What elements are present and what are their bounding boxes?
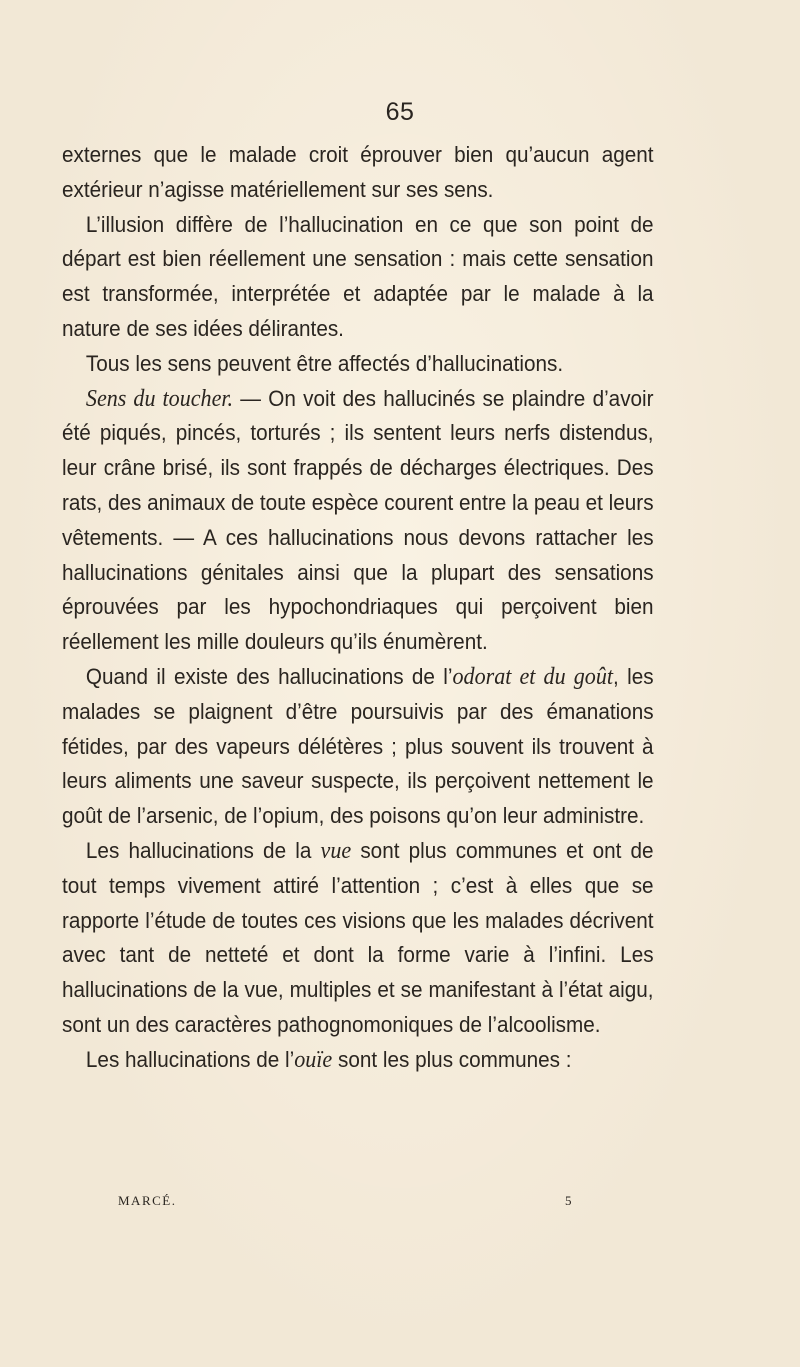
paragraph [62,1043,654,1078]
paragraph [62,834,654,1043]
printer-signature: MARCÉ. [118,1193,177,1208]
paragraph [62,660,654,834]
signature-mark: 5 [565,1193,573,1208]
text-run: Quand il existe des hallucinations de l’ [85,663,453,689]
italic-term: Sens du toucher. [85,385,234,412]
paragraph [62,138,654,208]
text-run: sont les plus communes : [332,1046,572,1072]
text-run: Tous les sens peuvent être affectés d’hallucinations. [85,350,564,376]
paragraph [62,382,654,660]
paragraph [62,208,654,347]
text-run: Les hallucinations de la [85,837,321,863]
text-run: , les malades se plaignent d’être poursuivis par des émanations fétides, par des vapeurs délétères ; plus souvent ils trouvent à leurs aliments une saveur suspecte, ils perçoivent nettement le goût de l’arsenic, de l’opium, des poisons qu’on leur administre. [62,663,654,829]
page-number: 65 [385,98,415,126]
body-text [62,138,654,1078]
italic-term: odorat et du goût [452,663,614,690]
text-run: L’illusion diffère de l’hallucination en ce que son point de départ est bien réellement une sensation : mais cette sensation est transformée, interprétée et adaptée par le malade à la nature de ses idées délirantes. [62,211,654,341]
text-run: externes que le malade croit éprouver bien qu’aucun agent extérieur n’agisse matériellement sur ses sens. [62,142,654,202]
text-run: Les hallucinations de l’ [85,1046,295,1072]
paragraph [62,347,654,382]
text-run: sont plus communes et ont de tout temps vivement attiré l’attention ; c’est à elles que se rapporte l’étude de toutes ces visions que les malades décrivent avec tant de netteté et dont la forme varie à l’infini. Les hallucinations de la vue, multiples et se manifestant à l’état aigu, sont un des caractères pathognomoniques de l’alcoolisme. [62,837,654,1037]
italic-term: vue [320,837,352,864]
italic-term: ouïe [294,1046,333,1073]
text-run: — On voit des hallucinés se plaindre d’avoir été piqués, pincés, torturés ; ils sentent leurs nerfs distendus, leur crâne brisé, ils sont frappés de décharges électriques. Des rats, des animaux de toute espèce courent entre la peau et leurs vêtements. — A ces hallucinations nous devons rattacher les hallucinations génitales ainsi que la plupart des sensations éprouvées par les hypochondriaques qui perçoivent bien réellement les mille douleurs qu’ils énumèrent. [62,385,654,655]
